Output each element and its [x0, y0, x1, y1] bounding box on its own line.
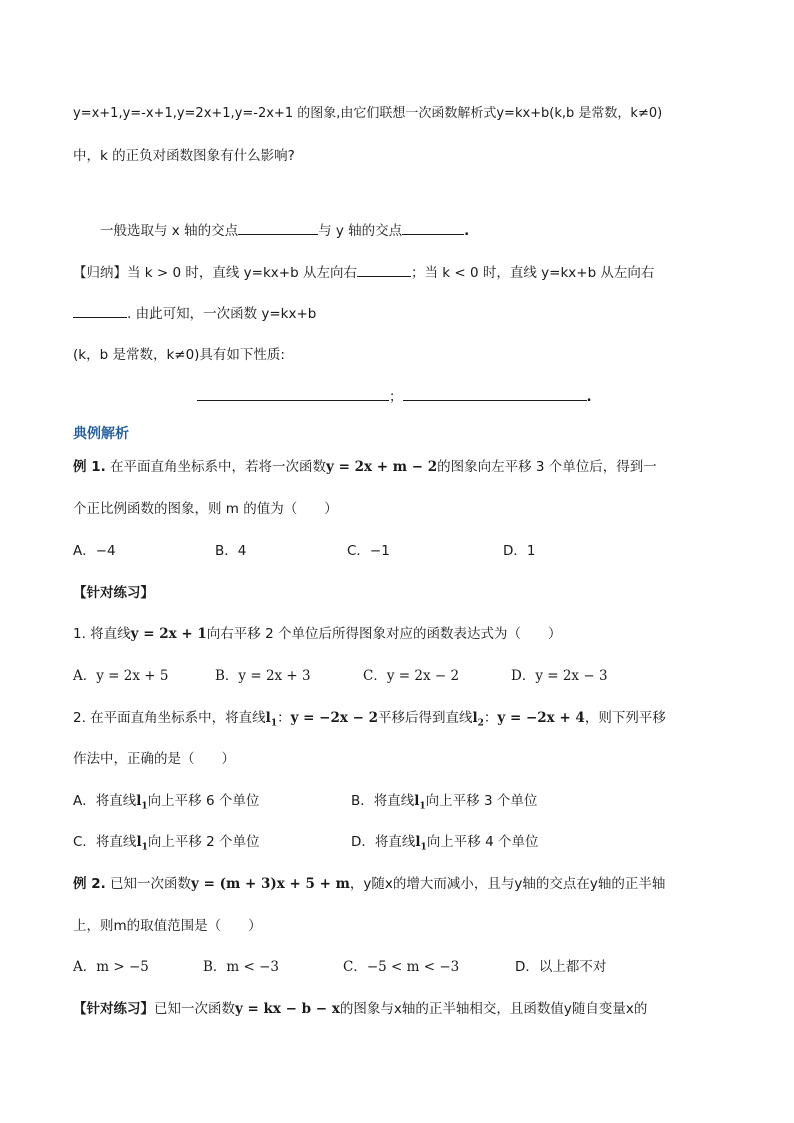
practice-1-q1-text-a: 1. 将直线 [73, 626, 131, 642]
fill-line-1-end: . [464, 223, 470, 239]
example-2-text-b: ，y随x的增大而减小，且与y轴的交点在y轴的正半轴 [349, 876, 666, 892]
example-2-line-2: 上，则m的取值范围是（ ） [73, 918, 262, 934]
practice-1-q2-math-2: y = −2x + 4 [497, 710, 585, 726]
fill-line-3 [73, 303, 316, 324]
example-1-option-c[interactable]: C．−1 [347, 543, 390, 559]
practice-1-q2-option-b[interactable]: B．将直线$l_1$向上平移 3 个单位 [351, 793, 538, 812]
property-end: . [586, 389, 592, 405]
practice-1-q2-text-c: 平移后得到直线 [378, 710, 473, 726]
practice-1-q2-option-c[interactable]: C．将直线$l_1$向上平移 2 个单位 [73, 834, 260, 853]
fill-line-2 [73, 262, 654, 283]
example-2-option-a[interactable]: A．m > −5 [73, 959, 149, 975]
practice-1-q2-colon-2: ： [483, 710, 498, 726]
practice-1-tag: 【针对练习】 [73, 585, 154, 601]
practice-1-q2-line-label-2: $l_2$ [472, 710, 484, 729]
blank-property-2[interactable] [403, 386, 587, 401]
practice-1-q1-text-b: 向右平移 2 个单位后所得图象对应的函数表达式为（ ） [206, 626, 562, 642]
practice-1-q2-line-label-1: $l_1$ [265, 710, 278, 729]
blank-property-1[interactable] [197, 386, 389, 401]
example-1-option-a[interactable]: A．−4 [73, 543, 116, 559]
example-2-option-d[interactable]: D．以上都不对 [515, 959, 607, 975]
example-2-text-a: 已知一次函数 [105, 876, 192, 892]
example-2-option-b[interactable]: B．m < −3 [203, 959, 280, 975]
example-2-math: y = (m + 3)x + 5 + m [191, 876, 350, 892]
practice-1-q2-option-a[interactable]: A．将直线$l_1$向上平移 6 个单位 [73, 793, 260, 812]
practice-1-q1 [73, 624, 561, 644]
fill-line-5 [197, 386, 592, 407]
summary-text-conclusion: . 由此可知，一次函数 y=kx+b [127, 306, 317, 322]
practice-1-q2-line-1 [73, 708, 666, 734]
blank-y-intercept[interactable] [402, 220, 464, 235]
practice-2-line-1 [73, 999, 647, 1019]
property-separator: ； [389, 389, 403, 405]
summary-tag: 【归纳】 [73, 265, 127, 281]
practice-1-q2-line-2: 作法中，正确的是（ ） [73, 751, 235, 767]
blank-x-intercept[interactable] [238, 220, 318, 235]
intro-line-2: 中，k 的正负对函数图象有什么影响? [73, 148, 295, 164]
practice-2-tag: 【针对练习】 [73, 1001, 154, 1017]
example-1-tag: 例 1. [73, 459, 106, 475]
practice-1-q2-colon-1: ： [277, 710, 291, 726]
example-1-option-b[interactable]: B．4 [215, 543, 247, 559]
example-1-line-1 [73, 457, 657, 477]
blank-k-negative[interactable] [73, 303, 127, 318]
practice-1-q1-option-b[interactable]: B．y = 2x + 3 [215, 668, 311, 684]
practice-2-math: y = kx − b − x [235, 1001, 340, 1017]
practice-2-text-a: 已知一次函数 [154, 1001, 235, 1017]
blank-k-positive[interactable] [357, 262, 411, 277]
practice-1-q1-option-d[interactable]: D．y = 2x − 3 [511, 668, 608, 684]
example-1-text-b: 的图象向左平移 3 个单位后，得到一 [437, 459, 657, 475]
summary-text-k-positive: 当 k > 0 时，直线 y=kx+b 从左向右 [127, 265, 357, 281]
example-1-text-a: 在平面直角坐标系中，若将一次函数 [105, 459, 327, 475]
example-1-option-d[interactable]: D．1 [503, 543, 536, 559]
example-1-line-2: 个正比例函数的图象，则 m 的值为（ ） [73, 501, 338, 517]
intro-line-1: y=x+1,y=-x+1,y=2x+1,y=-2x+1 的图象,由它们联想一次函数解析式y=kx+b(k,b 是常数，k≠0) [73, 106, 663, 121]
practice-1-q2-text-e: ，则下列平移 [584, 710, 666, 726]
summary-text-k-negative: ；当 k < 0 时，直线 y=kx+b 从左向右 [410, 265, 655, 281]
practice-1-q1-math: y = 2x + 1 [130, 626, 207, 642]
example-2-line-1 [73, 874, 665, 894]
practice-1-q2-text-a: 2. 在平面直角坐标系中，将直线 [73, 710, 266, 726]
practice-1-q2-option-d[interactable]: D．将直线$l_1$向上平移 4 个单位 [351, 834, 539, 853]
practice-2-text-b: 的图象与x轴的正半轴相交，且函数值y随自变量x的 [339, 1001, 648, 1017]
fill-line-1 [100, 220, 469, 241]
practice-1-q2-math-1: y = −2x − 2 [290, 710, 378, 726]
practice-1-q1-option-c[interactable]: C．y = 2x − 2 [363, 668, 460, 684]
example-2-tag: 例 2. [73, 876, 106, 892]
fill-text-y-axis: 与 y 轴的交点 [318, 223, 403, 239]
fill-text-x-axis: 一般选取与 x 轴的交点 [100, 223, 239, 239]
section-title: 典例解析 [73, 426, 129, 442]
example-1-math: y = 2x + m − 2 [326, 459, 438, 475]
example-2-option-c[interactable]: C．−5 < m < −3 [343, 959, 460, 975]
practice-1-q1-option-a[interactable]: A．y = 2x + 5 [73, 668, 169, 684]
fill-line-4: (k，b 是常数，k≠0)具有如下性质: [73, 347, 285, 363]
